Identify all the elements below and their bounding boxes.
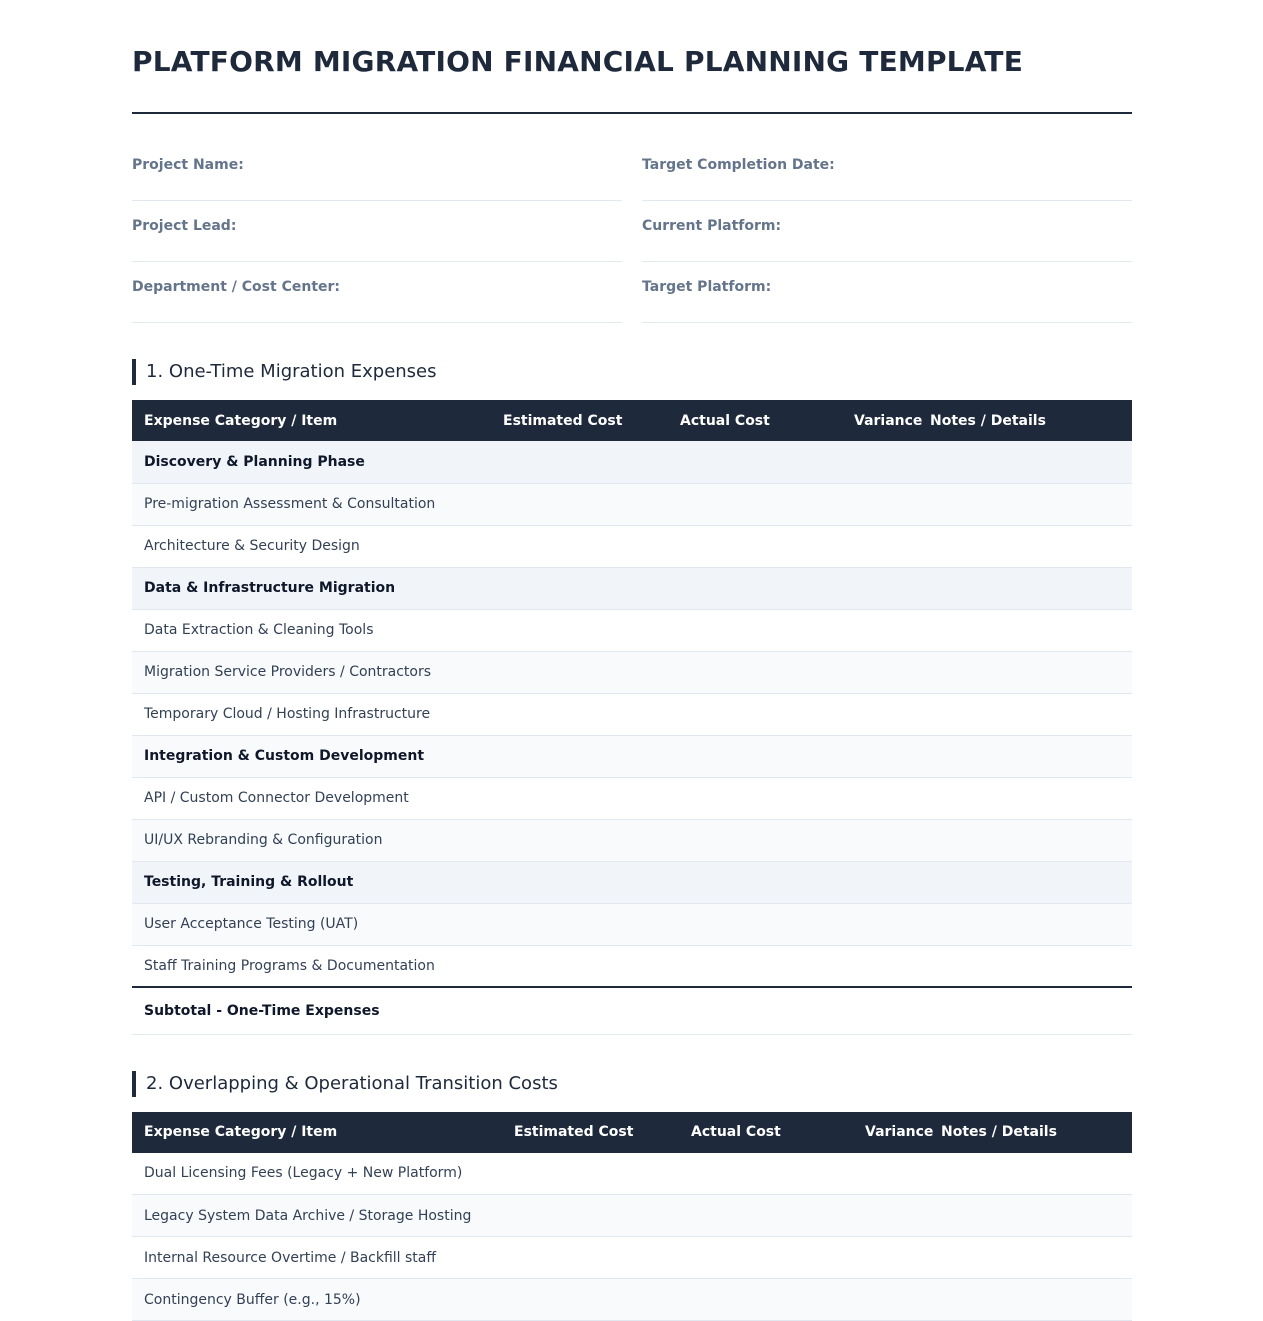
table-row <box>132 777 1132 819</box>
table-row <box>132 1279 1132 1321</box>
column-header-category: Expense Category / Item <box>132 400 479 441</box>
project-info-grid <box>132 141 1132 323</box>
variance-cell[interactable] <box>790 609 918 651</box>
table-row <box>132 609 1132 651</box>
item-label: Contingency Buffer (e.g., 15%) <box>132 1279 490 1321</box>
item-label: Data Extraction & Cleaning Tools <box>132 609 479 651</box>
item-label: User Acceptance Testing (UAT) <box>132 903 479 945</box>
table-row <box>132 1195 1132 1237</box>
department-cost-center-field[interactable] <box>132 263 622 323</box>
table-header-row <box>132 1112 1132 1153</box>
notes-cell[interactable] <box>929 1237 1132 1279</box>
column-header-actual: Actual Cost <box>645 400 790 441</box>
estimated-cost-cell[interactable] <box>479 441 645 483</box>
one-time-expenses-table <box>132 400 1132 1035</box>
estimated-cost-cell[interactable] <box>490 1237 656 1279</box>
notes-cell[interactable] <box>918 777 1132 819</box>
estimated-cost-cell[interactable] <box>479 819 645 861</box>
department-cost-center-label: Department / Cost Center: <box>132 263 622 295</box>
estimated-cost-cell[interactable] <box>479 483 645 525</box>
group-row <box>132 441 1132 483</box>
item-label: Migration Service Providers / Contractors <box>132 651 479 693</box>
table-row <box>132 819 1132 861</box>
table-row <box>132 1237 1132 1279</box>
item-label: Dual Licensing Fees (Legacy + New Platform) <box>132 1153 490 1195</box>
transition-costs-table <box>132 1112 1132 1321</box>
variance-cell[interactable] <box>790 777 918 819</box>
variance-cell[interactable] <box>790 945 918 987</box>
item-label: Internal Resource Overtime / Backfill staff <box>132 1237 490 1279</box>
item-label: API / Custom Connector Development <box>132 777 479 819</box>
variance-cell[interactable] <box>790 861 918 903</box>
estimated-cost-cell[interactable] <box>479 525 645 567</box>
notes-cell[interactable] <box>918 651 1132 693</box>
column-header-estimated: Estimated Cost <box>490 1112 656 1153</box>
variance-cell[interactable] <box>790 735 918 777</box>
variance-cell[interactable] <box>790 483 918 525</box>
variance-cell[interactable] <box>790 441 918 483</box>
actual-cost-cell[interactable] <box>645 441 790 483</box>
estimated-cost-cell[interactable] <box>479 693 645 735</box>
actual-cost-cell[interactable] <box>645 693 790 735</box>
actual-cost-cell[interactable] <box>656 1237 801 1279</box>
variance-cell[interactable] <box>790 651 918 693</box>
target-completion-date-field[interactable] <box>642 141 1132 201</box>
notes-cell[interactable] <box>918 903 1132 945</box>
notes-cell[interactable] <box>929 1279 1132 1321</box>
notes-cell[interactable] <box>918 735 1132 777</box>
subtotal-row <box>132 987 1132 1034</box>
project-name-label: Project Name: <box>132 141 622 173</box>
column-header-category: Expense Category / Item <box>132 1112 490 1153</box>
project-lead-field[interactable] <box>132 202 622 262</box>
actual-cost-cell[interactable] <box>645 525 790 567</box>
estimated-cost-cell[interactable] <box>479 945 645 987</box>
actual-cost-cell[interactable] <box>645 945 790 987</box>
actual-cost-cell[interactable] <box>656 1153 801 1195</box>
actual-cost-cell[interactable] <box>645 567 790 609</box>
item-label: Temporary Cloud / Hosting Infrastructure <box>132 693 479 735</box>
table-row <box>132 483 1132 525</box>
variance-cell[interactable] <box>801 1153 929 1195</box>
current-platform-field[interactable] <box>642 202 1132 262</box>
table-row <box>132 1153 1132 1195</box>
actual-cost-cell[interactable] <box>645 735 790 777</box>
subtotal-label: Subtotal - One-Time Expenses <box>132 987 479 1034</box>
table-row <box>132 945 1132 987</box>
page-title: PLATFORM MIGRATION FINANCIAL PLANNING TEMPLATE <box>132 44 1132 80</box>
column-header-estimated: Estimated Cost <box>479 400 645 441</box>
estimated-cost-cell[interactable] <box>490 1279 656 1321</box>
target-completion-date-label: Target Completion Date: <box>642 141 1132 173</box>
actual-cost-cell[interactable] <box>656 1279 801 1321</box>
item-label: Staff Training Programs & Documentation <box>132 945 479 987</box>
project-lead-label: Project Lead: <box>132 202 622 234</box>
estimated-cost-cell[interactable] <box>479 567 645 609</box>
actual-cost-cell[interactable] <box>645 861 790 903</box>
group-label: Testing, Training & Rollout <box>132 861 479 903</box>
subtotal-estimated-cell[interactable] <box>479 987 645 1034</box>
actual-cost-cell[interactable] <box>656 1195 801 1237</box>
variance-cell[interactable] <box>790 525 918 567</box>
notes-cell[interactable] <box>929 1153 1132 1195</box>
actual-cost-cell[interactable] <box>645 651 790 693</box>
actual-cost-cell[interactable] <box>645 609 790 651</box>
table-row <box>132 525 1132 567</box>
notes-cell[interactable] <box>918 567 1132 609</box>
notes-cell[interactable] <box>918 861 1132 903</box>
table-header-row <box>132 400 1132 441</box>
notes-cell[interactable] <box>918 525 1132 567</box>
group-row <box>132 567 1132 609</box>
group-row <box>132 861 1132 903</box>
subtotal-notes-cell[interactable] <box>918 987 1132 1034</box>
estimated-cost-cell[interactable] <box>479 735 645 777</box>
actual-cost-cell[interactable] <box>645 777 790 819</box>
variance-cell[interactable] <box>790 693 918 735</box>
estimated-cost-cell[interactable] <box>490 1195 656 1237</box>
variance-cell[interactable] <box>801 1237 929 1279</box>
group-row <box>132 735 1132 777</box>
item-label: Legacy System Data Archive / Storage Hosting <box>132 1195 490 1237</box>
notes-cell[interactable] <box>918 945 1132 987</box>
notes-cell[interactable] <box>918 609 1132 651</box>
estimated-cost-cell[interactable] <box>479 651 645 693</box>
notes-cell[interactable] <box>929 1195 1132 1237</box>
table-row <box>132 651 1132 693</box>
actual-cost-cell[interactable] <box>645 483 790 525</box>
column-header-actual: Actual Cost <box>656 1112 801 1153</box>
current-platform-label: Current Platform: <box>642 202 1132 234</box>
variance-cell[interactable] <box>801 1279 929 1321</box>
estimated-cost-cell[interactable] <box>479 903 645 945</box>
variance-cell[interactable] <box>790 819 918 861</box>
estimated-cost-cell[interactable] <box>479 861 645 903</box>
actual-cost-cell[interactable] <box>645 819 790 861</box>
estimated-cost-cell[interactable] <box>479 609 645 651</box>
variance-cell[interactable] <box>801 1195 929 1237</box>
target-platform-label: Target Platform: <box>642 263 1132 295</box>
project-name-field[interactable] <box>132 141 622 201</box>
column-header-notes: Notes / Details <box>929 1112 1132 1153</box>
title-divider <box>132 112 1132 114</box>
column-header-variance: Variance <box>790 400 918 441</box>
document-page <box>132 0 1132 1321</box>
group-label: Integration & Custom Development <box>132 735 479 777</box>
estimated-cost-cell[interactable] <box>479 777 645 819</box>
group-label: Discovery & Planning Phase <box>132 441 479 483</box>
column-header-notes: Notes / Details <box>918 400 1132 441</box>
subtotal-actual-cell[interactable] <box>645 987 790 1034</box>
column-header-variance: Variance <box>801 1112 929 1153</box>
notes-cell[interactable] <box>918 693 1132 735</box>
subtotal-variance-cell[interactable] <box>790 987 918 1034</box>
target-platform-field[interactable] <box>642 263 1132 323</box>
notes-cell[interactable] <box>918 441 1132 483</box>
table-row <box>132 693 1132 735</box>
item-label: Pre-migration Assessment & Consultation <box>132 483 479 525</box>
table-row <box>132 903 1132 945</box>
section-heading-transition: 2. Overlapping & Operational Transition Costs <box>132 1071 1132 1097</box>
notes-cell[interactable] <box>918 483 1132 525</box>
group-label: Data & Infrastructure Migration <box>132 567 479 609</box>
variance-cell[interactable] <box>790 903 918 945</box>
actual-cost-cell[interactable] <box>645 903 790 945</box>
section-heading-one-time: 1. One-Time Migration Expenses <box>132 359 1132 385</box>
estimated-cost-cell[interactable] <box>490 1153 656 1195</box>
notes-cell[interactable] <box>918 819 1132 861</box>
item-label: UI/UX Rebranding & Configuration <box>132 819 479 861</box>
variance-cell[interactable] <box>790 567 918 609</box>
item-label: Architecture & Security Design <box>132 525 479 567</box>
